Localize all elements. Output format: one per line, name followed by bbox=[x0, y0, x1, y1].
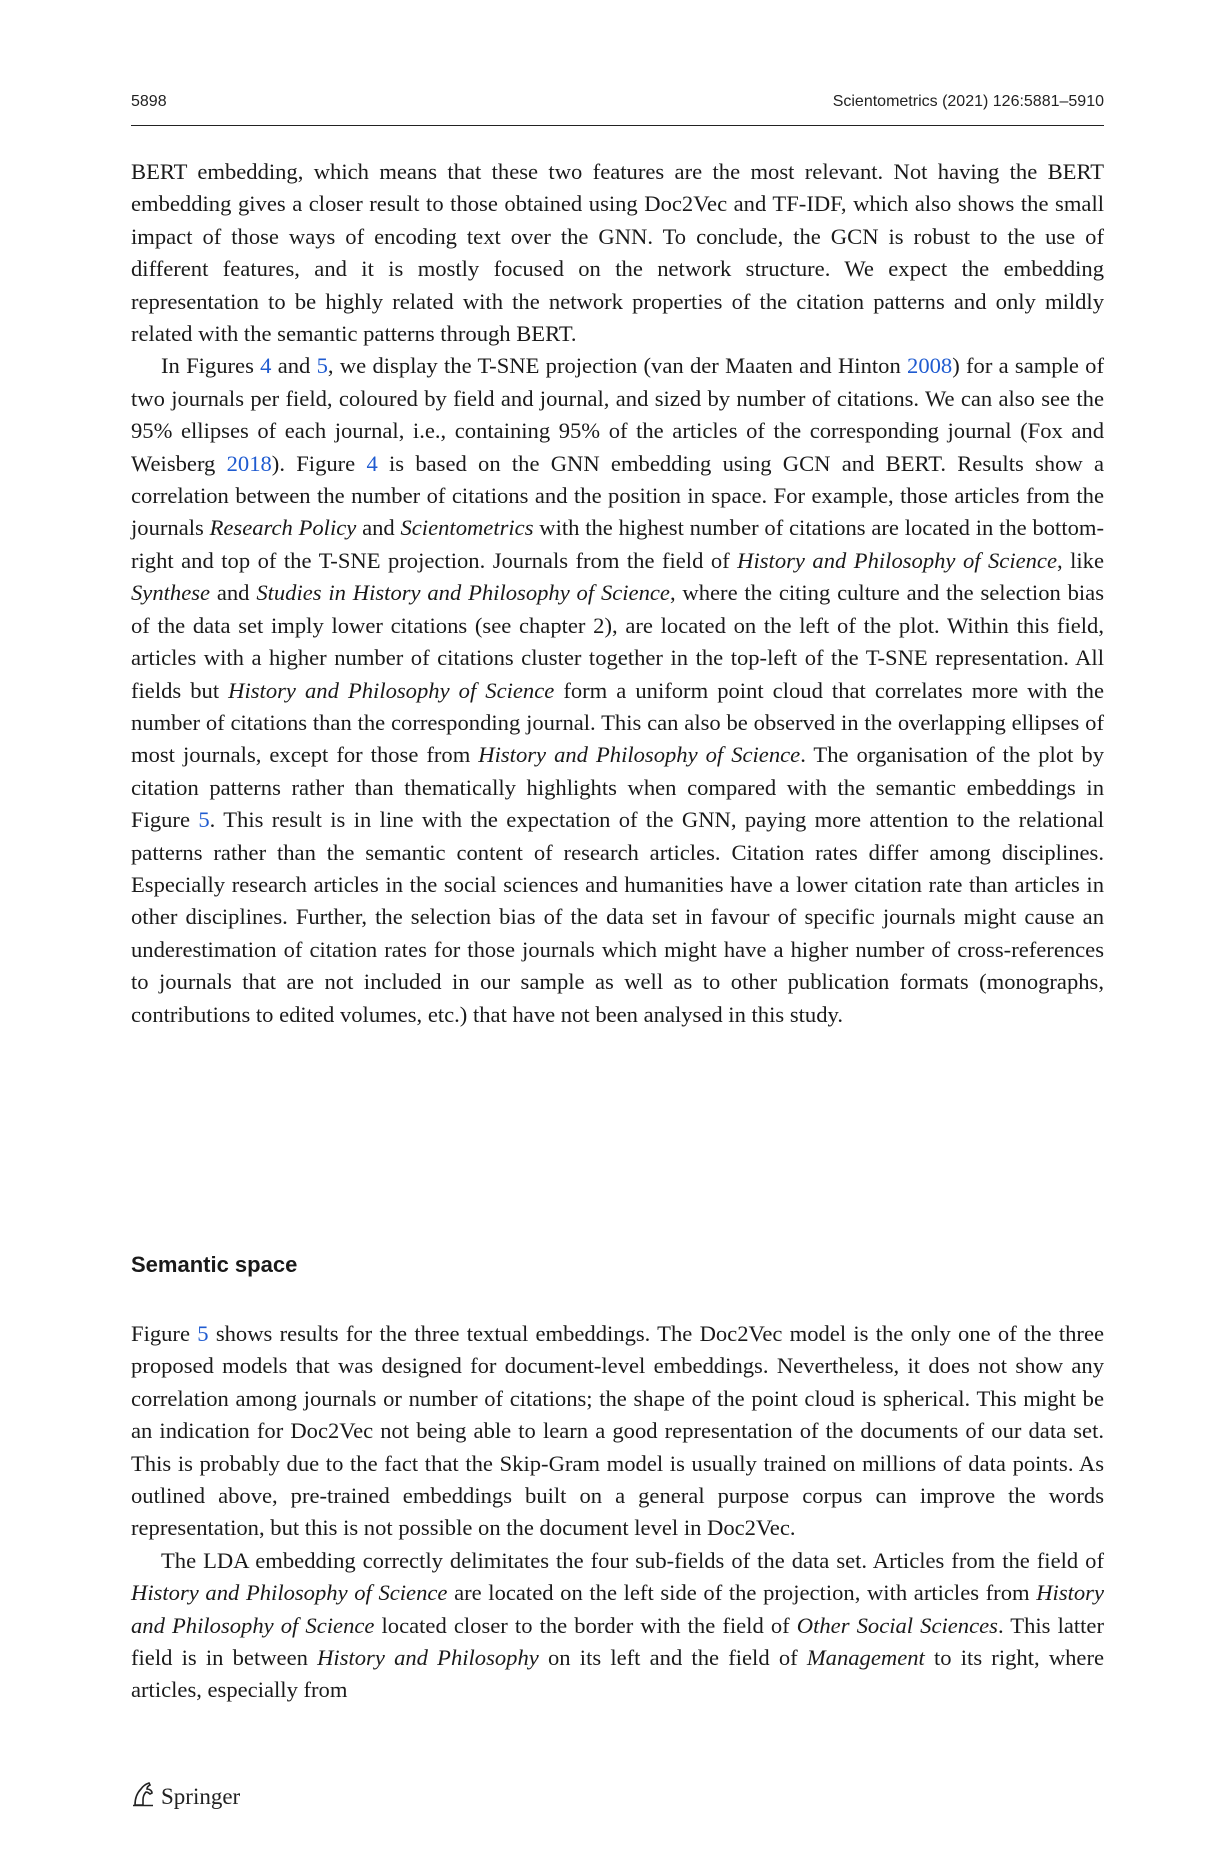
body-text-upper bbox=[131, 156, 1104, 1031]
journal-name: Scientometrics bbox=[400, 515, 534, 541]
paragraph-3 bbox=[131, 1318, 1104, 1545]
publisher-name: Springer bbox=[161, 1784, 241, 1809]
text-run: ) for a sample of two journals per field, coloured by field and journal, and sized by number of citations. We can also see the 95% ellipses of each journal, i.e., containing 95% of the articles of the corresponding journal (Fox and Weisberg bbox=[131, 353, 1105, 476]
text-run: The LDA embedding correctly delimitates the four sub-fields of the data set. Articles from the field of bbox=[161, 1547, 1104, 1573]
text-run: Figure bbox=[131, 1321, 198, 1346]
text-run: are located on the left side of the projection, with articles from bbox=[447, 1580, 1037, 1606]
text-run: . The organisation of the plot by citation patterns rather than thematically highlights when compared with the semantic embeddings in Figure bbox=[131, 742, 1104, 833]
body-text-lower bbox=[131, 1318, 1104, 1707]
paragraph-1: BERT embedding, which means that these two features are the most relevant. Not having the BERT embedding gives a closer result to those obtained using Doc2Vec and TF-IDF, which also shows the small impact of those ways of encoding text over the GNN. To conclude, the GCN is robust to the use of different features, and it is mostly focused on the network structure. We expect the embedding representation to be highly related with the network properties of the citation patterns and only mildly related with the semantic patterns through BERT. bbox=[131, 159, 1104, 347]
text-run: ). Figure bbox=[271, 450, 367, 476]
page-footer bbox=[131, 1782, 240, 1812]
figure-5-link[interactable]: 5 bbox=[198, 807, 210, 833]
journal-name: Studies in History and Philosophy of Science bbox=[256, 580, 670, 606]
springer-horse-icon bbox=[131, 1781, 161, 1813]
field-name: History and Philosophy bbox=[317, 1645, 539, 1671]
text-run: In Figures bbox=[161, 353, 261, 379]
field-name: Other Social Sciences bbox=[796, 1612, 998, 1638]
paragraph-4 bbox=[131, 1545, 1104, 1707]
field-name: History and Philosophy of Science bbox=[478, 742, 801, 768]
text-run: , where the citing culture and the selection bias of the data set imply lower citations (see chapter 2), are located on the left of the plot. Within this field, articles with a higher number of citations cluster together in the top-left of the T-SNE representation. All fields but bbox=[131, 580, 1105, 703]
text-run: and bbox=[210, 580, 257, 606]
text-run: and bbox=[271, 353, 317, 379]
field-name: History and Philosophy of Science bbox=[131, 1580, 448, 1606]
field-name: History and Philosophy of Science bbox=[131, 1580, 1104, 1638]
section-heading-semantic-space: Semantic space bbox=[131, 1252, 298, 1277]
field-name: Management bbox=[806, 1645, 925, 1671]
figure-5-link[interactable]: 5 bbox=[316, 353, 328, 379]
journal-reference: Scientometrics (2021) 126:5881–5910 bbox=[832, 93, 1104, 110]
text-run: with the highest number of citations are located in the bottom-right and top of the T-SNE projection. Journals from the field of bbox=[131, 515, 1105, 573]
paragraph-2 bbox=[131, 350, 1104, 1031]
figure-4-link[interactable]: 4 bbox=[366, 450, 378, 476]
text-run: and bbox=[356, 515, 401, 541]
figure-4-link[interactable]: 4 bbox=[260, 353, 272, 379]
text-run: on its left and the field of bbox=[538, 1645, 807, 1671]
citation-2018-link[interactable]: 2018 bbox=[226, 450, 272, 476]
header-rule bbox=[131, 125, 1104, 126]
figure-5-link[interactable]: 5 bbox=[197, 1321, 209, 1346]
field-name: History and Philosophy of Science bbox=[228, 677, 555, 703]
text-run: form a uniform point cloud that correlates more with the number of citations than the corresponding journal. This can also be observed in the overlapping ellipses of most journals, except for those from bbox=[131, 677, 1104, 768]
field-name: History and Philosophy of Science bbox=[737, 547, 1057, 573]
text-run: , like bbox=[1056, 547, 1104, 573]
text-run: . This latter field is in between bbox=[131, 1612, 1104, 1671]
running-header bbox=[131, 93, 1104, 121]
text-run: . This result is in line with the expectation of the GNN, paying more attention to the relational patterns rather than the semantic content of research articles. Citation rates differ among disciplines. Especially research articles in the social sciences and humanities have a lower citation rate than articles in other disciplines. Further, the selection bias of the data set in favour of specific journals might cause an underestimation of citation rates for those journals which might have a higher number of cross-references to journals that are not included in our sample as well as to other publication formats (monographs, contributions to edited volumes, etc.) that have not been analysed in this study. bbox=[131, 807, 1104, 1027]
text-run: is based on the GNN embedding using GCN and BERT. Results show a correlation between the number of citations and the position in space. For example, those articles from the journals bbox=[131, 450, 1104, 541]
journal-name: Synthese bbox=[131, 580, 211, 606]
text-run: located closer to the border with the field of bbox=[374, 1612, 797, 1638]
journal-name: Research Policy bbox=[209, 515, 357, 541]
text-run: shows results for the three textual embeddings. The Doc2Vec model is the only one of the three proposed models that was designed for document-level embeddings. Nevertheless, it does not show any correlation among journals or number of citations; the shape of the point cloud is spherical. This might be an indication for Doc2Vec not being able to learn a good representation of the documents of our data set. This is probably due to the fact that the Skip-Gram model is usually trained on millions of data points. As outlined above, pre-trained embeddings built on a general purpose corpus can improve the words representation, but this is not possible on the document level in Doc2Vec. bbox=[131, 1321, 1105, 1541]
page-number: 5898 bbox=[131, 93, 167, 110]
text-run: to its right, where articles, especially from bbox=[131, 1645, 1105, 1703]
citation-2008-link[interactable]: 2008 bbox=[907, 353, 953, 379]
text-run: , we display the T-SNE projection (van der Maaten and Hinton bbox=[327, 353, 908, 379]
